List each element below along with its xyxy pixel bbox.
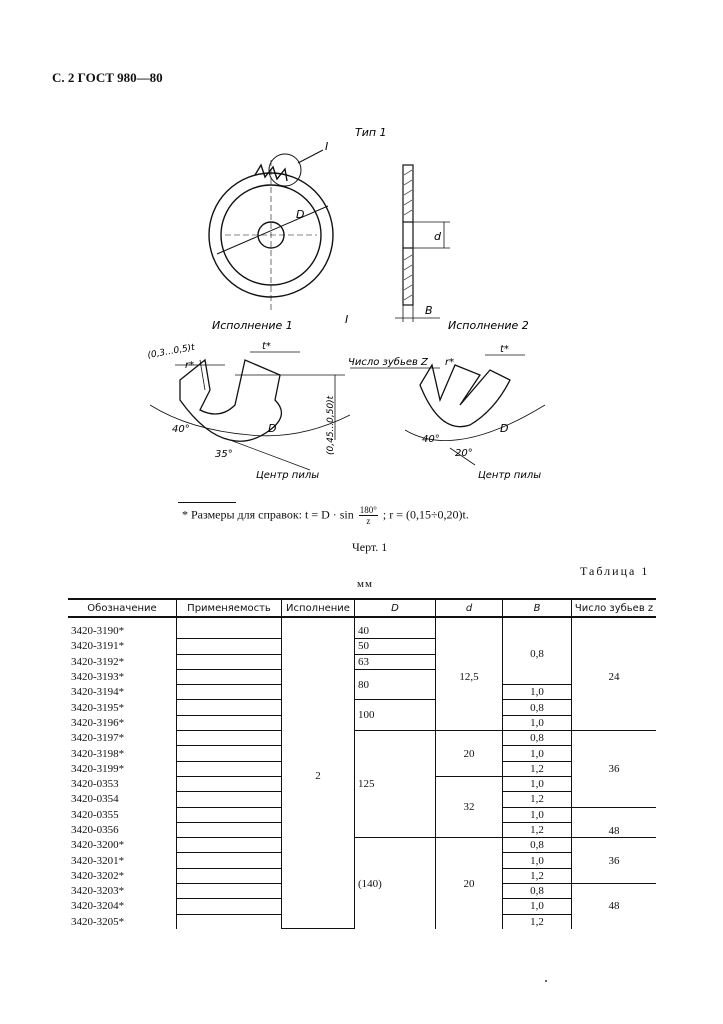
code-cell: 3420-3195* [68, 700, 177, 715]
footnote-prefix: * Размеры для справок: t = D · sin [182, 507, 354, 522]
header-execution: Исполнение [282, 599, 355, 617]
d-outer-cell: (140) [355, 838, 436, 929]
code-cell: 3420-3193* [68, 669, 177, 684]
scan-dot [545, 980, 547, 982]
applicability-cell [177, 884, 282, 899]
code-cell: 3420-3204* [68, 899, 177, 914]
d-outer-cell: 63 [355, 654, 436, 669]
dim-d-inner-label: d [434, 230, 441, 243]
code-cell: 3420-3201* [68, 853, 177, 868]
page-header: С. 2 ГОСТ 980—80 [52, 70, 163, 85]
header-designation: Обозначение [68, 599, 177, 617]
saw-side-hatch [404, 170, 412, 300]
teeth-cell: 24 [572, 624, 657, 731]
b-cell: 1,2 [503, 822, 572, 837]
applicability-cell [177, 792, 282, 807]
code-cell: 3420-3203* [68, 884, 177, 899]
code-cell: 3420-3197* [68, 731, 177, 746]
b-cell: 1,0 [503, 899, 572, 914]
teeth-cell: 48 [572, 884, 657, 929]
d-outer-cell: 50 [355, 639, 436, 654]
code-cell: 3420-3192* [68, 654, 177, 669]
b-cell: 1,0 [503, 776, 572, 791]
b-cell: 1,0 [503, 853, 572, 868]
d-inner-cell: 12,5 [436, 624, 503, 731]
applicability-cell [177, 838, 282, 853]
table-row [68, 838, 656, 853]
b-cell: 1,2 [503, 868, 572, 883]
d-inner-cell: 20 [436, 731, 503, 777]
code-cell: 3420-0354 [68, 792, 177, 807]
b-cell: 1,2 [503, 761, 572, 776]
table-units: мм [357, 578, 373, 590]
teeth-count-label: Число зубьев Z [348, 357, 428, 368]
code-cell: 3420-3202* [68, 868, 177, 883]
header-d-outer: D [355, 599, 436, 617]
saw-center-label-1: Центр пилы [256, 470, 320, 481]
applicability-cell [177, 807, 282, 822]
t-star-label-1: t* [262, 341, 271, 352]
footnote-rule [178, 502, 236, 503]
header-applicability: Применяемость [177, 599, 282, 617]
saw-drawing [0, 0, 723, 500]
variant-1-label: Исполнение 1 [212, 319, 293, 332]
code-cell: 3420-3191* [68, 639, 177, 654]
d-outer-cell: 100 [355, 700, 436, 731]
code-cell: 3420-3205* [68, 914, 177, 929]
b-cell: 1,2 [503, 914, 572, 929]
variant-1-detail [150, 352, 350, 470]
table-row [68, 731, 656, 746]
applicability-cell [177, 914, 282, 929]
dim-d-outer-label: D [296, 208, 305, 221]
callout-i-label: I [325, 140, 329, 153]
dim-range-2-label: (0,45...0,50)t [326, 395, 336, 455]
table-row [68, 617, 656, 624]
footnote-suffix: ; r = (0,15÷0,20)t. [382, 507, 469, 522]
variant-2-detail [350, 355, 545, 465]
r-star-label-2: r* [445, 357, 455, 368]
dim-d-detail-1: D [268, 422, 277, 435]
saw-center-label-2: Центр пилы [478, 470, 542, 481]
code-cell: 3420-3190* [68, 624, 177, 639]
variant-2-label: Исполнение 2 [448, 319, 529, 332]
angle-35-label: 35° [215, 449, 233, 460]
applicability-cell [177, 654, 282, 669]
applicability-cell [177, 776, 282, 791]
b-cell: 1,0 [503, 746, 572, 761]
d-outer-cell: 40 [355, 624, 436, 639]
table-row [68, 624, 656, 639]
table-title: Таблица 1 [580, 564, 650, 578]
applicability-cell [177, 639, 282, 654]
applicability-cell [177, 899, 282, 914]
spec-table [68, 598, 656, 929]
code-cell: 3420-3199* [68, 761, 177, 776]
applicability-cell [177, 868, 282, 883]
b-cell: 1,0 [503, 807, 572, 822]
callout-i-detail-label: I [345, 313, 349, 326]
b-cell: 1,0 [503, 685, 572, 700]
code-cell: 3420-0355 [68, 807, 177, 822]
d-inner-cell: 20 [436, 838, 503, 929]
footnote-fraction [359, 505, 378, 526]
angle-40-label-2: 40° [422, 434, 440, 445]
header-teeth: Число зубьев z [572, 599, 657, 617]
code-cell: 3420-3196* [68, 715, 177, 730]
d-outer-cell: 80 [355, 669, 436, 700]
saw-side-view [395, 165, 450, 322]
footnote [182, 505, 469, 526]
dim-b-label: B [425, 304, 433, 317]
code-cell: 3420-3200* [68, 838, 177, 853]
b-cell: 0,8 [503, 884, 572, 899]
t-star-label-2: t* [500, 344, 509, 355]
b-cell: 0,8 [503, 624, 572, 685]
b-cell: 0,8 [503, 700, 572, 715]
dim-d-detail-2: D [500, 422, 509, 435]
figure-caption: Черт. 1 [352, 540, 388, 554]
fraction-numerator: 180° [359, 505, 377, 515]
b-cell: 1,0 [503, 715, 572, 730]
table-row [68, 700, 656, 715]
b-cell: 0,8 [503, 838, 572, 853]
applicability-cell [177, 822, 282, 837]
r-star-label-1: r* [185, 360, 195, 371]
b-cell: 1,2 [503, 792, 572, 807]
code-cell: 3420-3198* [68, 746, 177, 761]
execution-cell: 2 [282, 624, 355, 929]
applicability-cell [177, 731, 282, 746]
type-label: Тип 1 [355, 126, 387, 139]
teeth-cell: 48 [572, 807, 657, 838]
teeth-cell: 36 [572, 731, 657, 807]
dim-range-1-label: (0,3...0,5)t [146, 342, 196, 361]
teeth-cell: 36 [572, 838, 657, 884]
table-header-row [68, 599, 656, 617]
b-cell: 0,8 [503, 731, 572, 746]
header-b: B [503, 599, 572, 617]
saw-front-view [209, 150, 333, 310]
code-cell: 3420-0353 [68, 776, 177, 791]
applicability-cell [177, 746, 282, 761]
applicability-cell [177, 624, 282, 639]
applicability-cell [177, 685, 282, 700]
code-cell: 3420-3194* [68, 685, 177, 700]
d-outer-cell: 125 [355, 731, 436, 838]
fraction-denominator: z [366, 516, 371, 526]
applicability-cell [177, 669, 282, 684]
angle-40-label-1: 40° [172, 424, 190, 435]
applicability-cell [177, 715, 282, 730]
angle-20-label: 20° [455, 448, 473, 459]
applicability-cell [177, 700, 282, 715]
header-d-inner: d [436, 599, 503, 617]
code-cell: 3420-0356 [68, 822, 177, 837]
d-inner-cell: 32 [436, 776, 503, 837]
applicability-cell [177, 853, 282, 868]
applicability-cell [177, 761, 282, 776]
